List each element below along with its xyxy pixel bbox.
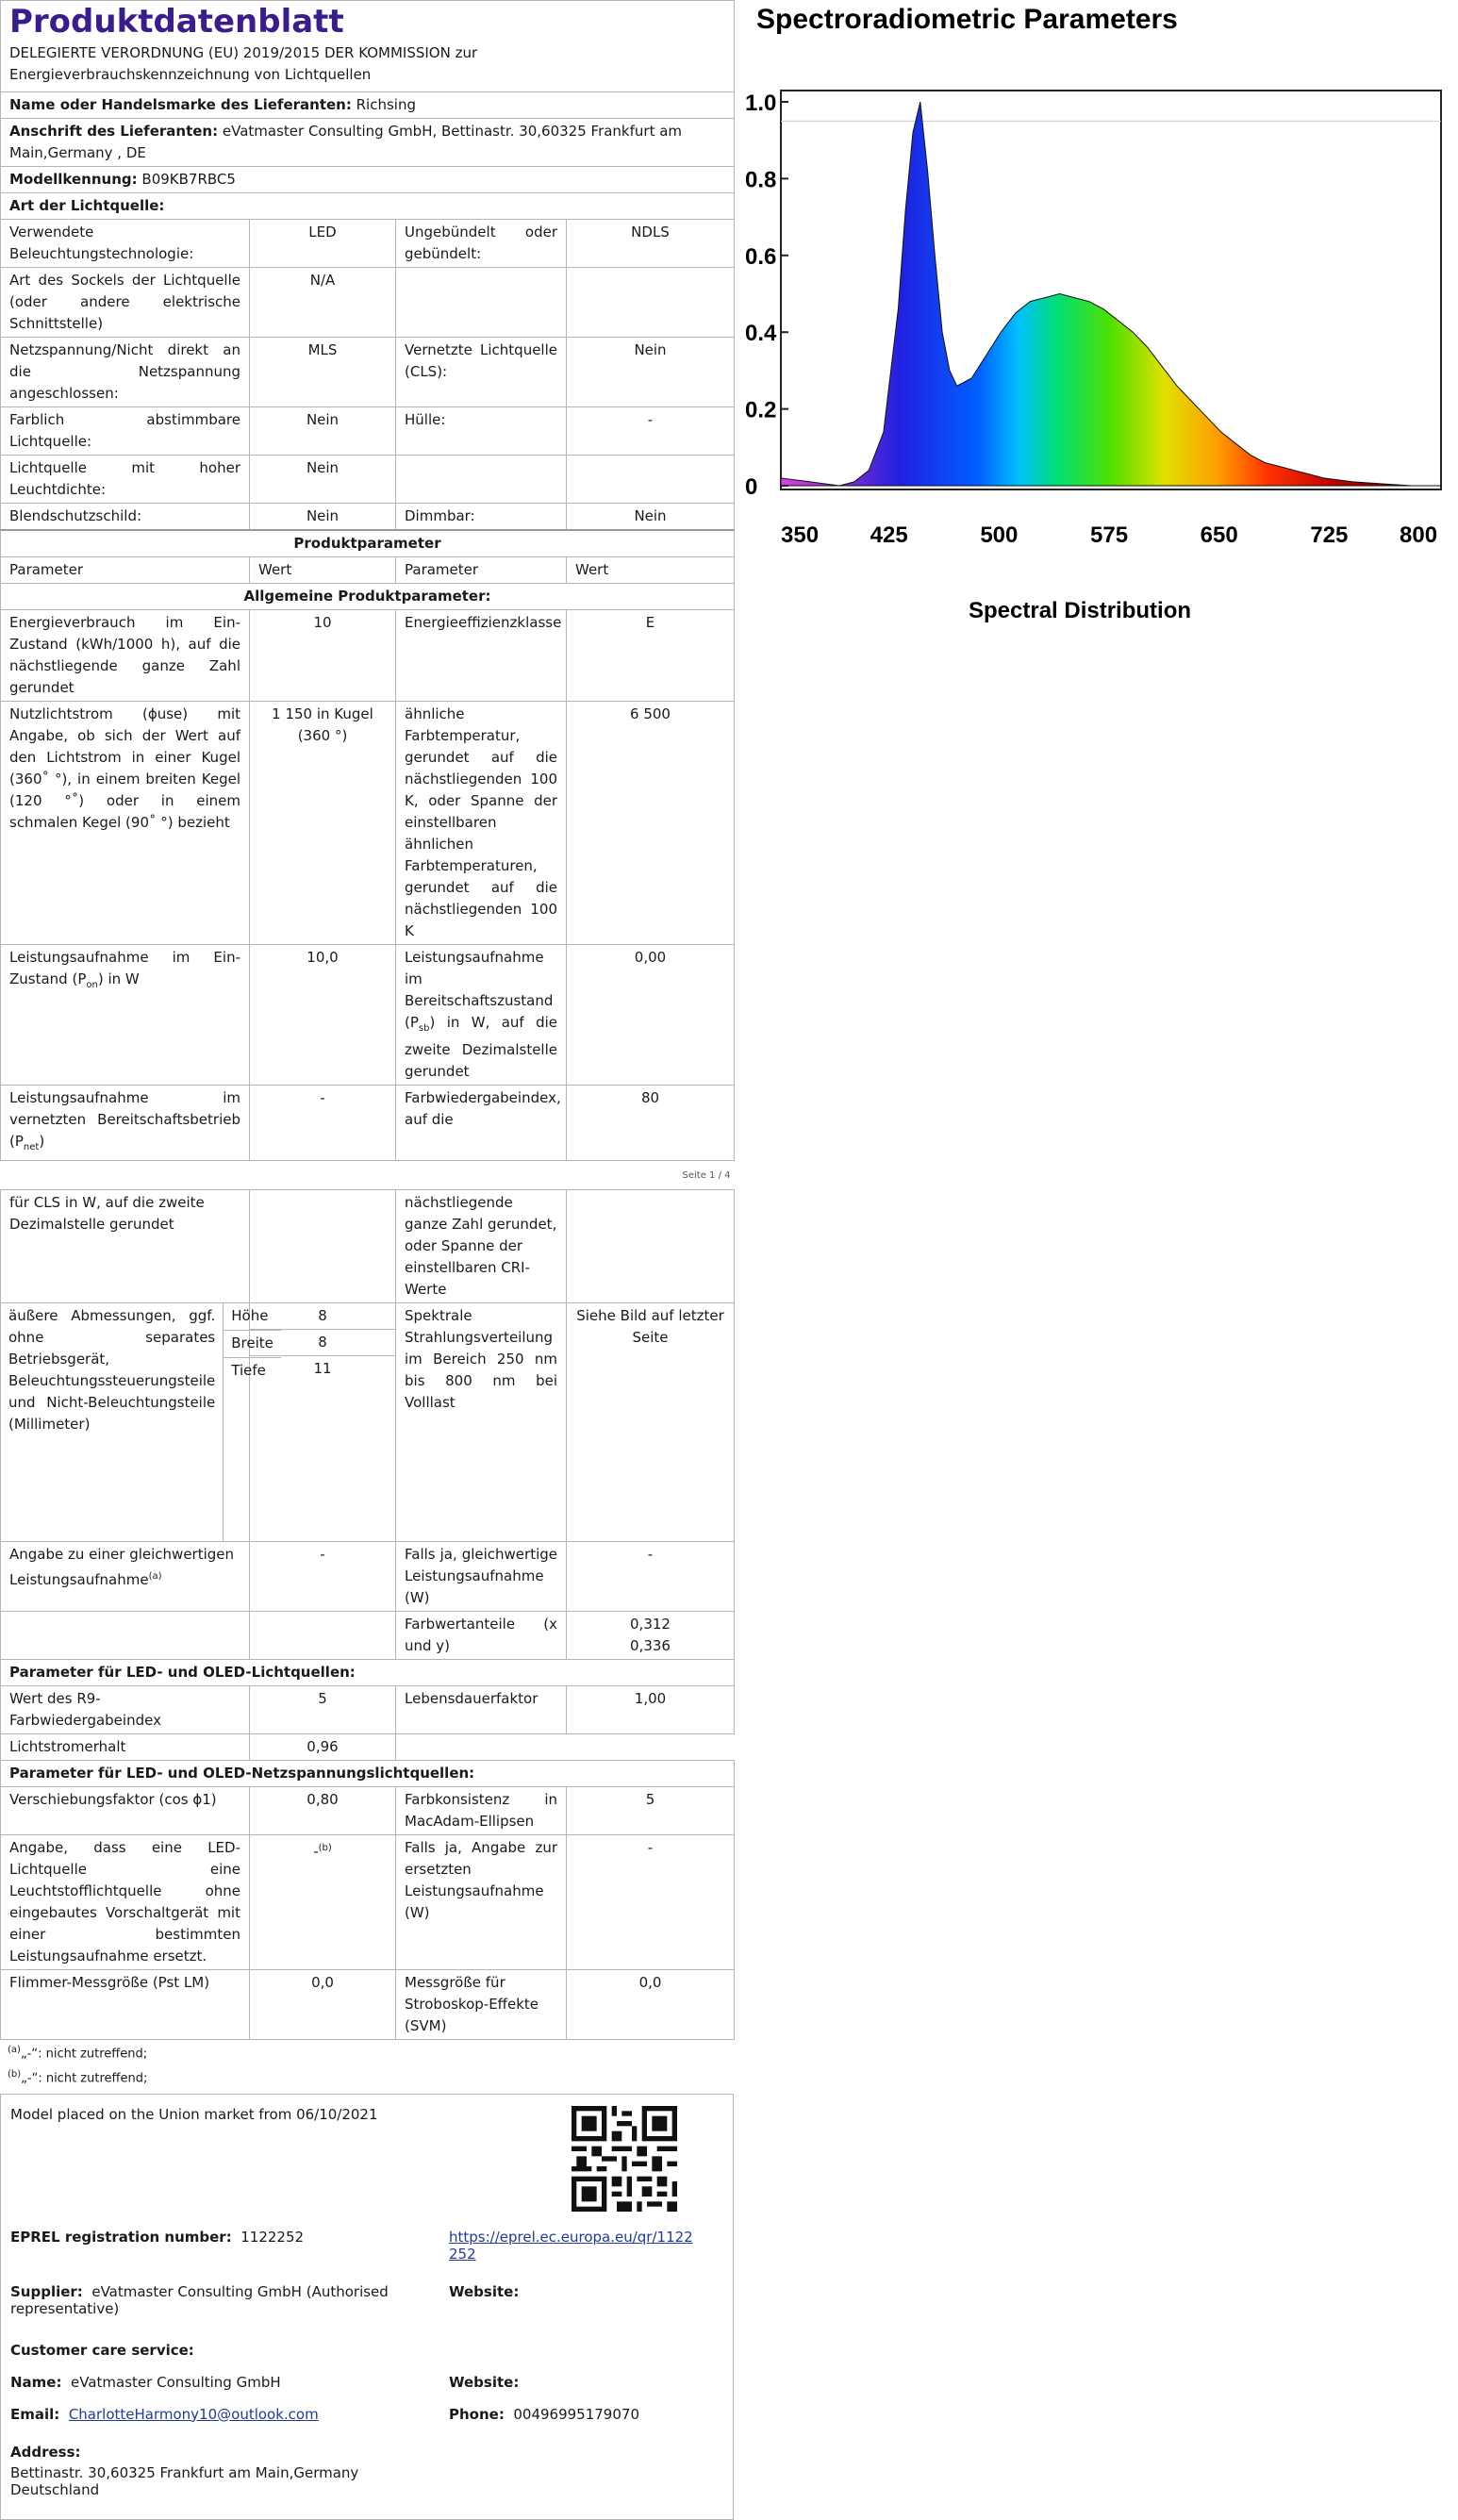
- label-cell: Energieeffizienzklasse: [396, 610, 567, 702]
- dims-depth-label: Tiefe: [231, 1362, 266, 1379]
- cos-label: Verschiebungsfaktor (cos ɸ1): [1, 1787, 250, 1835]
- y-tick-label: 0.4: [745, 321, 777, 347]
- value-cell: 10: [250, 610, 396, 702]
- model-id: B09KB7RBC5: [141, 171, 236, 188]
- dims-width: 8: [250, 1330, 395, 1356]
- x-tick-label: 725: [1310, 522, 1349, 548]
- product-params-heading: Produktparameter: [1, 530, 735, 557]
- label-cell: Vernetzte Lichtquelle (CLS):: [396, 338, 567, 407]
- chroma-values: 0,312 0,336: [567, 1612, 735, 1660]
- value-cell: [567, 268, 735, 338]
- address-label: Address:: [10, 2443, 81, 2461]
- value-cell: NDLS: [567, 220, 735, 268]
- pnet-label-cont: für CLS in W, auf die zweite Dezimalstelle gerundet: [1, 1190, 250, 1303]
- replace2-value: -: [567, 1835, 735, 1970]
- value-cell: LED: [250, 220, 396, 268]
- label-cell: Lichtquelle mit hoher Leuchtdichte:: [1, 456, 250, 504]
- value-cell: [567, 456, 735, 504]
- y-tick-label: 0.6: [745, 243, 777, 270]
- equiv-value: -: [250, 1542, 396, 1612]
- dims-width-label: Breite: [224, 1330, 281, 1357]
- label-cell: Netzspannung/Nicht direkt an die Netzspannung angeschlossen:: [1, 338, 250, 407]
- replace2-label: Falls ja, Angabe zur ersetzten Leistungsaufnahme (W): [396, 1835, 567, 1970]
- label-cell: [396, 456, 567, 504]
- x-tick-label: 350: [781, 522, 820, 548]
- svm-label: Messgröße für Stroboskop-Effekte (SVM): [396, 1970, 567, 2040]
- svm-value: 0,0: [567, 1970, 735, 2040]
- value-cell: Nein: [567, 504, 735, 531]
- value-cell: Nein: [250, 504, 396, 531]
- label-cell: Art des Sockels der Lichtquelle (oder andere elektrische Schnittstelle): [1, 268, 250, 338]
- chart-xlabel: Spectral Distribution: [969, 598, 1192, 623]
- macadam-value: 5: [567, 1787, 735, 1835]
- col-parameter: Parameter: [1, 557, 250, 584]
- regulation-text: DELEGIERTE VERORDNUNG (EU) 2019/2015 DER KOMMISSION zur Energieverbrauchskennzeichnung von Lichtquellen: [9, 44, 478, 83]
- label-cell: Hülle:: [396, 407, 567, 456]
- x-tick-label: 800: [1400, 522, 1438, 548]
- label-cell: Dimmbar:: [396, 504, 567, 531]
- eprel-box: [0, 2094, 734, 2520]
- eprel-link[interactable]: https://eprel.ec.europa.eu/qr/1122252: [449, 2228, 693, 2263]
- y-tick-label: 0: [745, 474, 758, 500]
- y-tick-label: 0.8: [745, 167, 777, 193]
- value-cell: N/A: [250, 268, 396, 338]
- label-cell: ähnliche Farbtemperatur, gerundet auf die nächstliegenden 100 K, oder Spanne der einstellbaren ähnlichen Farbtemperaturen, gerundet auf die nächstliegenden 100 K: [396, 702, 567, 945]
- value-cell: -: [567, 407, 735, 456]
- care-email: Email: CharlotteHarmony10@outlook.com: [10, 2405, 319, 2423]
- equiv-label: Angabe zu einer gleichwertigen Leistungsaufnahme$^{(a)}$: [1, 1542, 250, 1612]
- light-source-row: [1, 456, 735, 504]
- address-value: Bettinastr. 30,60325 Frankfurt am Main,Germany Deutschland: [10, 2463, 359, 2498]
- macadam-label: Farbkonsistenz in MacAdam-Ellipsen: [396, 1787, 567, 1835]
- light-source-row: [1, 338, 735, 407]
- spectral-value: Siehe Bild auf letzter Seite: [567, 1303, 735, 1542]
- col-parameter-2: Parameter: [396, 557, 567, 584]
- col-value-2: Wert: [567, 557, 735, 584]
- label-cell: Energieverbrauch im Ein-Zustand (kWh/1000 h), auf die nächstliegende ganze Zahl gerundet: [1, 610, 250, 702]
- product-param-row: [1, 610, 735, 702]
- chroma-label: Farbwertanteile (x und y): [396, 1612, 567, 1660]
- value-cell: 6 500: [567, 702, 735, 945]
- footnote-a: $^{(a)}$„-“: nicht zutreffend;: [8, 2045, 148, 2062]
- value-cell: 1 150 in Kugel (360 °): [250, 702, 396, 945]
- label-cell: Nutzlichtstrom (ɸuse) mit Angabe, ob sich der Wert auf den Lichtstrom in einer Kugel (360˚ °), in einem breiten Kegel (120 °˚) oder in einem schmalen Kegel (90˚ °) bezieht: [1, 702, 250, 945]
- datasheet-table: [0, 0, 735, 2040]
- label-cell: Blendschutzschild:: [1, 504, 250, 531]
- spectrum-svg: [745, 0, 1458, 660]
- value-cell: Nein: [250, 407, 396, 456]
- replace-value: -$^{(b)}$: [250, 1835, 396, 1970]
- value-cell: Nein: [250, 456, 396, 504]
- dims-depth: 11: [313, 1360, 332, 1377]
- pon-label: Leistungsaufnahme im Ein-Zustand $(P_{on})$ in W: [1, 945, 250, 1086]
- website-label: Website:: [449, 2282, 520, 2300]
- flicker-value: 0,0: [250, 1970, 396, 2040]
- x-tick-label: 500: [980, 522, 1019, 548]
- light-source-row: [1, 407, 735, 456]
- general-params-heading: Allgemeine Produktparameter:: [1, 584, 735, 610]
- x-tick-label: 650: [1200, 522, 1238, 548]
- supplier-name-label: Name oder Handelsmarke des Lieferanten:: [9, 96, 352, 113]
- supplier-row: Supplier: eVatmaster Consulting GmbH (Authorised representative): [10, 2282, 389, 2317]
- pon-value: 10,0: [250, 945, 396, 1086]
- life-label: Lebensdauerfaktor: [396, 1686, 567, 1734]
- y-tick-label: 1.0: [745, 91, 777, 116]
- spectrum-chart: [745, 0, 1458, 660]
- light-source-row: [1, 220, 735, 268]
- cos-value: 0,80: [250, 1787, 396, 1835]
- label-cell: Farblich abstimmbare Lichtquelle:: [1, 407, 250, 456]
- psb-label: Leistungsaufnahme im Bereitschaftszustand $(P_{sb})$ in W, auf die zweite Dezimalstelle gerundet: [396, 945, 567, 1086]
- spectral-label: Spektrale Strahlungsverteilung im Bereich 250 nm bis 800 nm bei Volllast: [396, 1303, 567, 1542]
- page-title: Produktdatenblatt: [9, 3, 344, 41]
- led-mains-heading: Parameter für LED- und OLED-Netzspannungslichtquellen:: [1, 1761, 735, 1787]
- maint-value: 0,96: [250, 1734, 396, 1761]
- model-label: Modellkennung:: [9, 171, 138, 188]
- label-cell: Ungebündelt oder gebündelt:: [396, 220, 567, 268]
- email-link[interactable]: CharlotteHarmony10@outlook.com: [68, 2405, 319, 2423]
- customer-care-label: Customer care service:: [10, 2341, 194, 2359]
- care-name: Name: eVatmaster Consulting GmbH: [10, 2373, 281, 2391]
- value-cell: E: [567, 610, 735, 702]
- light-source-heading: Art der Lichtquelle:: [1, 193, 735, 220]
- col-value: Wert: [250, 557, 396, 584]
- supplier-address-label: Anschrift des Lieferanten:: [9, 123, 219, 140]
- cri-label-b: nächstliegende ganze Zahl gerundet, oder Spanne der einstellbaren CRI-Werte: [396, 1190, 567, 1303]
- supplier-address: eVatmaster Consulting GmbH, Bettinastr. 30,60325 Frankfurt am Main,Germany , DE: [9, 123, 683, 161]
- footnote-b: $^{(b)}$„-“: nicht zutreffend;: [8, 2069, 148, 2086]
- life-value: 1,00: [567, 1686, 735, 1734]
- page-number: Seite 1 / 4: [682, 1170, 731, 1181]
- equiv2-value: -: [567, 1542, 735, 1612]
- label-cell: Verwendete Beleuchtungstechnologie:: [1, 220, 250, 268]
- qr-code-icon: [572, 2106, 677, 2212]
- value-cell: Nein: [567, 338, 735, 407]
- dims-height-label: Höhe: [224, 1303, 281, 1330]
- eprel-reg: EPREL registration number: 1122252: [10, 2228, 305, 2246]
- x-tick-label: 425: [870, 522, 908, 548]
- light-source-row: [1, 268, 735, 338]
- pnet-label: Leistungsaufnahme im vernetzten Bereitschaftsbetrieb $(P_{net})$: [1, 1086, 250, 1161]
- label-cell: [396, 268, 567, 338]
- value-cell: MLS: [250, 338, 396, 407]
- light-source-row: [1, 504, 735, 531]
- dims-height: 8: [250, 1303, 395, 1330]
- y-tick-label: 0.2: [745, 397, 777, 423]
- placed-on-market: Model placed on the Union market from 06/10/2021: [10, 2105, 378, 2123]
- chart-title: Spectroradiometric Parameters: [756, 4, 1178, 35]
- equiv2-label: Falls ja, gleichwertige Leistungsaufnahme (W): [396, 1542, 567, 1612]
- supplier-name: Richsing: [356, 96, 416, 113]
- psb-value: 0,00: [567, 945, 735, 1086]
- flicker-label: Flimmer-Messgröße (Pst LM): [1, 1970, 250, 2040]
- pnet-value: -: [250, 1086, 396, 1161]
- maint-label: Lichtstromerhalt: [1, 1734, 250, 1761]
- r9-label: Wert des R9-Farbwiedergabeindex: [1, 1686, 250, 1734]
- replace-label: Angabe, dass eine LED-Lichtquelle eine Leuchtstofflichtquelle ohne eingebautes Vorschaltgerät mit einer bestimmten Leistungsaufnahme ersetzt.: [1, 1835, 250, 1970]
- x-tick-label: 575: [1090, 522, 1129, 548]
- dims-label: äußere Abmessungen, ggf. ohne separates Betriebsgerät, Beleuchtungssteuerungsteile und Nicht-Beleuchtungsteile (Millimeter): [1, 1303, 224, 1541]
- cri-label-a: Farbwiedergabeindex, auf die: [396, 1086, 567, 1161]
- care-phone: Phone: 00496995179070: [449, 2405, 639, 2423]
- r9-value: 5: [250, 1686, 396, 1734]
- product-param-row: [1, 702, 735, 945]
- website2-label: Website:: [449, 2373, 520, 2391]
- cri-value: 80: [567, 1086, 735, 1161]
- led-params-heading: Parameter für LED- und OLED-Lichtquellen:: [1, 1660, 735, 1686]
